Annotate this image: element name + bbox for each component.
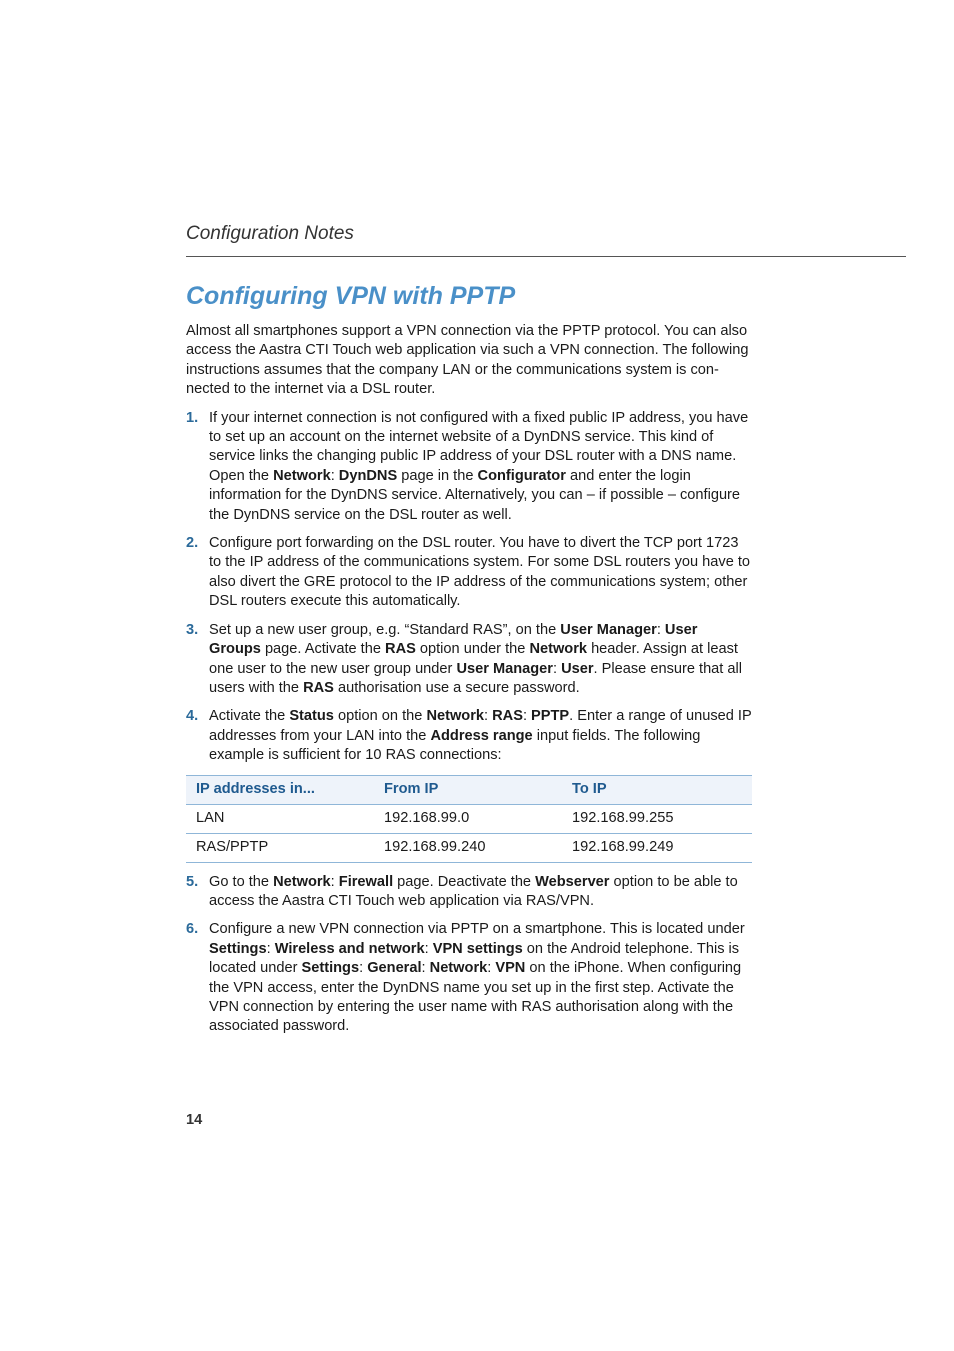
step-text-run: page in the xyxy=(397,467,478,484)
step-text-run: authorisation use a secure password. xyxy=(333,679,580,696)
step-item xyxy=(186,621,752,699)
ui-term: User Groups xyxy=(209,621,698,658)
ui-term: DynDNS xyxy=(338,467,398,484)
step-text-run: : xyxy=(330,467,339,484)
ip-address-table xyxy=(186,775,752,863)
step-number: 5. xyxy=(186,873,199,890)
step-text-run: Activate the xyxy=(209,708,290,725)
step-text-run: page. Activate the xyxy=(260,641,386,658)
step-text-run: : xyxy=(484,708,493,725)
step-number: 2. xyxy=(186,535,199,552)
step-text xyxy=(209,410,748,523)
step-text-run: page. Deactivate the xyxy=(393,873,536,890)
step-text-run: Configure a new VPN connection via PPTP on a smartphone. This is located under xyxy=(209,921,745,938)
step-text xyxy=(209,622,742,696)
ui-term: User Manager xyxy=(456,660,553,677)
table-cell: RAS/PPTP xyxy=(186,833,374,862)
step-text-run: : xyxy=(656,621,665,638)
step-text-run: option to be able to access the Aastra CTI Touch web application via RAS/VPN. xyxy=(209,873,738,909)
section-title: Configuring VPN with PPTP xyxy=(186,282,516,310)
page-content xyxy=(186,322,752,1046)
step-number: 4. xyxy=(186,708,199,725)
step-text xyxy=(209,921,745,1034)
step-number: 1. xyxy=(186,409,199,426)
step-text-run: . Please ensure that all users with the xyxy=(209,660,743,696)
step-text-run: If your internet connection is not configured with a fixed public IP address, you have to set up an account on the internet website of a DynDNS service. This kind of service links the changing public IP address of your DSL router with a DNS name. Open the xyxy=(209,409,749,484)
step-text-run: option under the xyxy=(415,641,530,658)
step-text-run: : xyxy=(424,940,433,957)
step-text-run: . Enter a range of unused IP addresses from your LAN into the xyxy=(209,708,752,744)
header-divider xyxy=(186,256,906,257)
column-header: IP addresses in... xyxy=(186,775,374,804)
ui-term: Network xyxy=(529,641,588,658)
step-text-run: Set up a new user group, e.g. “Standard RAS”, on the xyxy=(209,621,561,638)
step-item xyxy=(186,920,752,1036)
step-text xyxy=(209,535,750,609)
ui-term: RAS xyxy=(303,679,334,696)
ui-term: User Manager xyxy=(560,621,657,638)
table-cell: 192.168.99.0 xyxy=(374,804,562,833)
ui-term: Network xyxy=(273,873,331,890)
table-cell: LAN xyxy=(186,804,374,833)
ui-term: Network xyxy=(273,467,331,484)
step-text-run: on the Android telephone. This is located under xyxy=(209,940,740,977)
step-text-run: : xyxy=(421,960,430,977)
table-row xyxy=(186,833,752,862)
ui-term: RAS xyxy=(492,708,523,725)
step-text-run: and enter the login information for the DynDNS service. Alternatively, you can – if possible – configure the DynDNS service on the DSL router as well. xyxy=(209,467,741,523)
step-text-run: : xyxy=(330,873,339,890)
steps-list xyxy=(186,409,752,1037)
ui-term: Status xyxy=(289,708,334,725)
intro-paragraph: Almost all smartphones support a VPN connection via the PPTP protocol. You can also access the Aastra CTI Touch web application via such a VPN connection. The following instructions assumes that the company LAN or the communications system is con-nected to the internet via a DSL router. xyxy=(186,323,749,398)
ui-term: Network xyxy=(429,960,488,977)
table-cell: 192.168.99.249 xyxy=(562,833,752,862)
page-number: 14 xyxy=(186,1112,203,1128)
ui-term: Webserver xyxy=(535,873,610,890)
running-header: Configuration Notes xyxy=(186,223,354,244)
step-text-run: : xyxy=(487,960,496,977)
ui-term: Address range xyxy=(430,727,533,744)
table-wrapper xyxy=(186,775,752,863)
table-cell: 192.168.99.255 xyxy=(562,804,752,833)
ui-term: Settings xyxy=(301,960,360,977)
ui-term: VPN xyxy=(495,960,526,977)
step-text-run: : xyxy=(359,960,368,977)
step-text-run: input fields. The following example is sufficient for 10 RAS connections: xyxy=(209,727,701,764)
ui-term: User xyxy=(561,660,594,677)
table-header-row xyxy=(186,775,752,804)
step-text xyxy=(209,708,751,763)
ui-term: Firewall xyxy=(338,873,394,890)
column-header: To IP xyxy=(562,775,752,804)
ui-term: VPN settings xyxy=(432,940,523,957)
step-text xyxy=(209,874,738,909)
step-item xyxy=(186,534,752,612)
ui-term: Configurator xyxy=(477,467,566,484)
ui-term: General xyxy=(367,960,422,977)
step-text-run: header. Assign at least one user to the new user group under xyxy=(209,641,738,677)
ui-term: Settings xyxy=(209,940,267,957)
step-text-run: : xyxy=(552,660,562,677)
step-number: 3. xyxy=(186,621,199,638)
step-text-run: Configure port forwarding on the DSL router. You have to divert the TCP port 1723 to the IP address of the communications system. For some DSL routers you have to also divert the GRE protocol to the IP address of the communications system; other DSL routers execute this automatically. xyxy=(209,535,751,610)
step-item xyxy=(186,409,752,525)
step-item xyxy=(186,873,752,912)
ui-term: Wireless and network xyxy=(274,940,425,957)
table-row xyxy=(186,804,752,833)
column-header: From IP xyxy=(374,775,562,804)
step-number: 6. xyxy=(186,921,199,938)
step-text-run: : xyxy=(266,940,275,957)
step-text-run: option on the xyxy=(333,708,427,725)
step-text-run: on the iPhone. When configuring the VPN access, enter the DynDNS name you set up in the first step. Activate the VPN connection by entering the user name with RAS authorisation along with the associated password. xyxy=(209,960,742,1035)
ui-term: RAS xyxy=(385,641,416,658)
step-item xyxy=(186,707,752,765)
step-text-run: Go to the xyxy=(209,873,274,890)
ui-term: Network xyxy=(426,708,485,725)
ui-term: PPTP xyxy=(531,708,570,725)
step-text-run: : xyxy=(522,708,532,725)
table-cell: 192.168.99.240 xyxy=(374,833,562,862)
